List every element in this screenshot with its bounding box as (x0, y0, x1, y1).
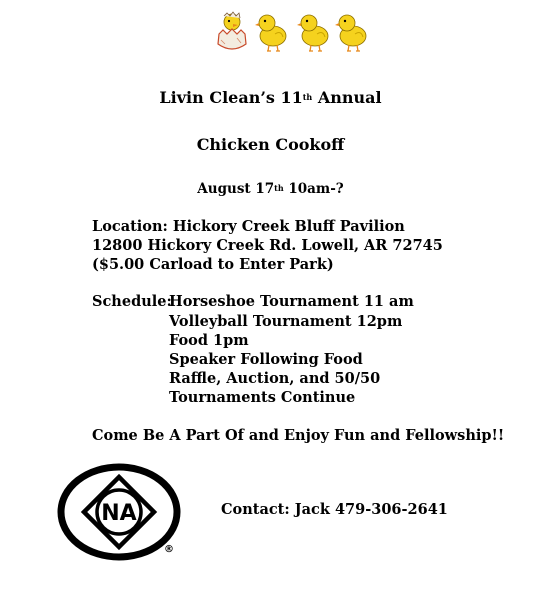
schedule-item: Raffle, Auction, and 50/50 (169, 370, 381, 387)
invitation-text: Come Be A Part Of and Enjoy Fun and Fellowship!! (92, 427, 505, 444)
location-line-3: ($5.00 Carload to Enter Park) (92, 256, 334, 273)
chick-icon (253, 10, 291, 54)
location-line-2: 12800 Hickory Creek Rd. Lowell, AR 72745 (92, 237, 443, 254)
event-name: Chicken Cookoff (196, 135, 345, 154)
date-text-part1: August 17 (197, 181, 275, 197)
hatching-chick-icon (213, 10, 251, 54)
registered-trademark-mark: ® (164, 544, 174, 555)
schedule-item: Food 1pm (169, 332, 249, 349)
date-ordinal: th (274, 183, 284, 193)
na-logo-icon (57, 462, 185, 562)
date-text-part2: 10am-? (283, 181, 344, 197)
chick-icons-row (213, 10, 373, 56)
schedule-item: Tournaments Continue (169, 389, 356, 406)
contact-info: Contact: Jack 479-306-2641 (221, 501, 448, 518)
schedule-label: Schedule: (92, 293, 172, 310)
na-logo-letters: NA (101, 501, 137, 526)
event-date (0, 180, 541, 198)
title-text-part2: Annual (312, 88, 382, 107)
chick-icon (295, 10, 333, 54)
title-text-part1: Livin Clean’s 11 (159, 88, 303, 107)
schedule-item: Horseshoe Tournament 11 am (169, 293, 414, 310)
title-ordinal: th (302, 92, 313, 102)
chick-icon (333, 10, 371, 54)
schedule-item: Speaker Following Food (169, 351, 363, 368)
schedule-item: Volleyball Tournament 12pm (169, 313, 403, 330)
flyer-title (0, 89, 541, 107)
location-line-1: Location: Hickory Creek Bluff Pavilion (92, 218, 405, 235)
